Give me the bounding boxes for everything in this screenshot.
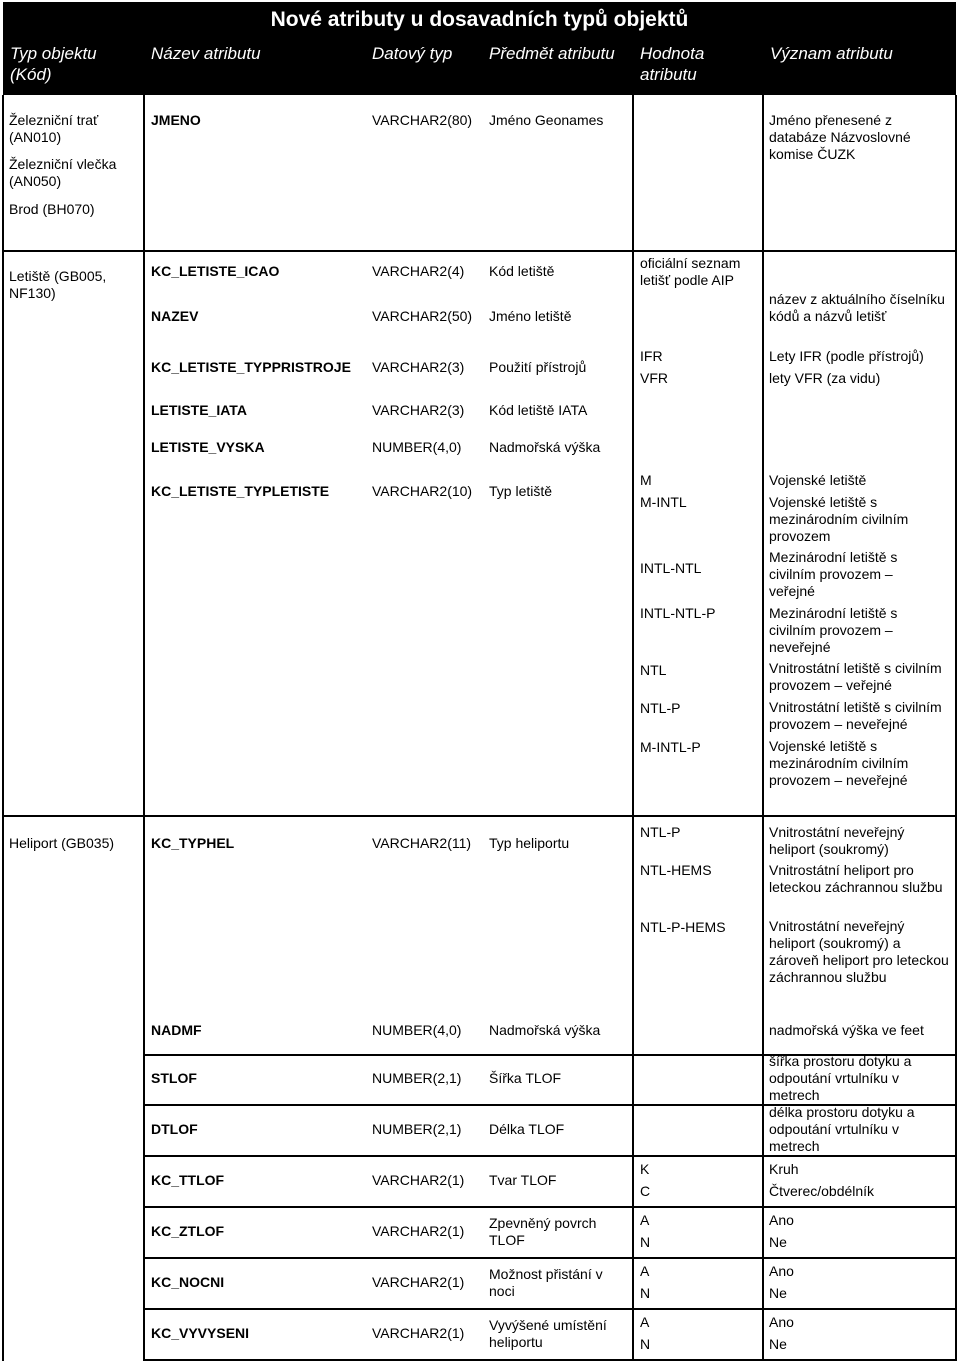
attribute-value: K — [640, 1161, 650, 1177]
group-divider — [2, 250, 957, 252]
attribute-value: N — [640, 1234, 651, 1250]
attribute-meaning: Vnitrostátní neveřejný heliport (soukromý) — [769, 824, 905, 857]
attribute-meaning: Ne — [769, 1336, 787, 1352]
attribute-meaning: nadmořská výška ve feet — [769, 1022, 924, 1038]
attribute-value: IFR — [640, 348, 663, 364]
attribute-meaning: název z aktuálního číselníku kódů a názvů letišť — [769, 291, 945, 324]
attribute-subject: Kód letiště — [489, 263, 555, 279]
attribute-subject: Tvar TLOF — [489, 1172, 557, 1188]
object-type: Železniční vlečka (AN050) — [9, 156, 117, 189]
attribute-value: M-INTL-P — [640, 739, 701, 755]
column-divider — [143, 95, 145, 1361]
attribute-meaning: Lety IFR (podle přístrojů) — [769, 348, 924, 364]
data-type: VARCHAR2(1) — [372, 1172, 465, 1188]
attribute-meaning: Vojenské letiště — [769, 472, 867, 488]
object-type: Heliport (GB035) — [9, 835, 115, 851]
attribute-name: NAZEV — [151, 308, 199, 324]
data-type: VARCHAR2(80) — [372, 112, 473, 128]
column-divider — [762, 95, 764, 1361]
attribute-meaning: Kruh — [769, 1161, 799, 1177]
table-title: Nové atributy u dosavadních typů objektů — [270, 8, 689, 31]
data-type: NUMBER(2,1) — [372, 1121, 462, 1137]
header-attribute-value: Hodnota atributu — [640, 44, 705, 84]
attribute-name: KC_TTLOF — [151, 1172, 225, 1188]
attribute-subject: Jméno letiště — [489, 308, 572, 324]
data-type: VARCHAR2(1) — [372, 1274, 465, 1290]
data-type: VARCHAR2(1) — [372, 1223, 465, 1239]
object-type: Brod (BH070) — [9, 201, 95, 217]
attribute-subject: Kód letiště IATA — [489, 402, 588, 418]
attribute-meaning: Vojenské letiště s mezinárodním civilním provozem — [769, 494, 909, 544]
attribute-subject: Šířka TLOF — [489, 1070, 562, 1086]
header-data-type: Datový typ — [372, 44, 453, 63]
data-type: NUMBER(2,1) — [372, 1070, 462, 1086]
attribute-meaning: Mezinárodní letiště s civilním provozem – veřejné — [769, 549, 898, 599]
attribute-subject: Typ letiště — [489, 483, 553, 499]
attribute-value: A — [640, 1263, 650, 1279]
attribute-name: KC_NOCNI — [151, 1274, 225, 1290]
attribute-name: LETISTE_IATA — [151, 402, 247, 418]
table-title-band — [3, 2, 956, 40]
attribute-name: STLOF — [151, 1070, 197, 1086]
attribute-subject: Nadmořská výška — [489, 1022, 601, 1038]
data-type: VARCHAR2(10) — [372, 483, 473, 499]
attribute-meaning: Ano — [769, 1314, 794, 1330]
data-type: VARCHAR2(50) — [372, 308, 473, 324]
header-attribute-meaning: Význam atributu — [770, 44, 893, 63]
attribute-subject: Délka TLOF — [489, 1121, 565, 1137]
attribute-meaning: šířka prostoru dotyku a odpoutání vrtulníku v metrech — [769, 1053, 912, 1103]
attribute-value: M-INTL — [640, 494, 687, 510]
attribute-meaning: Mezinárodní letiště s civilním provozem – neveřejné — [769, 605, 898, 655]
data-type: NUMBER(4,0) — [372, 1022, 462, 1038]
attribute-value: INTL-NTL-P — [640, 605, 716, 621]
attribute-value: A — [640, 1212, 650, 1228]
table-border-left — [2, 95, 4, 1361]
header-object-type: Typ objektu (Kód) — [10, 44, 97, 84]
data-type: NUMBER(4,0) — [372, 439, 462, 455]
table-border-right — [955, 95, 957, 1361]
attribute-meaning: Vnitrostátní heliport pro leteckou záchrannou službu — [769, 862, 943, 895]
attribute-name: KC_LETISTE_TYPPRISTROJE — [151, 359, 351, 375]
data-type: VARCHAR2(3) — [372, 402, 465, 418]
attribute-name: KC_LETISTE_TYPLETISTE — [151, 483, 330, 499]
attribute-value: INTL-NTL — [640, 560, 702, 576]
attribute-subject: Vyvýšené umístění heliportu — [489, 1317, 607, 1350]
attribute-meaning: Ano — [769, 1263, 794, 1279]
attribute-value: NTL-HEMS — [640, 862, 712, 878]
attribute-meaning: Ne — [769, 1234, 787, 1250]
table-header-row — [3, 40, 956, 95]
column-divider — [632, 95, 634, 1361]
data-type: VARCHAR2(1) — [372, 1325, 465, 1341]
attribute-value: N — [640, 1336, 651, 1352]
attribute-value: VFR — [640, 370, 668, 386]
attribute-subject: Jméno Geonames — [489, 112, 604, 128]
attribute-subject: Možnost přistání v noci — [489, 1266, 603, 1299]
object-type: Letiště (GB005, NF130) — [9, 268, 107, 301]
attribute-meaning: Vnitrostátní neveřejný heliport (soukromý) a zároveň heliport pro leteckou záchrannou službu — [769, 918, 949, 985]
data-type: VARCHAR2(11) — [372, 835, 472, 851]
attribute-value: A — [640, 1314, 650, 1330]
attribute-value: C — [640, 1183, 651, 1199]
attribute-value: NTL — [640, 662, 667, 678]
attribute-name: KC_ZTLOF — [151, 1223, 225, 1239]
header-attribute-subject: Předmět atributu — [489, 44, 615, 63]
attribute-name: KC_TYPHEL — [151, 835, 235, 851]
attribute-meaning: Vnitrostátní letiště s civilním provozem – veřejné — [769, 660, 942, 693]
data-type: VARCHAR2(3) — [372, 359, 465, 375]
attribute-name: JMENO — [151, 112, 201, 128]
attribute-value: oficiální seznam letišť podle AIP — [640, 255, 741, 288]
row-divider — [143, 1155, 957, 1157]
attribute-meaning: Čtverec/obdélník — [769, 1183, 875, 1199]
attribute-meaning: lety VFR (za vidu) — [769, 370, 881, 386]
attribute-value: M — [640, 472, 652, 488]
attribute-name: LETISTE_VYSKA — [151, 439, 265, 455]
attribute-value: NTL-P — [640, 700, 681, 716]
attribute-meaning: délka prostoru dotyku a odpoutání vrtulníku v metrech — [769, 1104, 915, 1154]
attribute-meaning: Vnitrostátní letiště s civilním provozem – neveřejné — [769, 699, 942, 732]
group-divider — [2, 815, 957, 817]
row-divider — [143, 1206, 957, 1208]
attribute-name: KC_VYVYSENI — [151, 1325, 250, 1341]
row-divider — [143, 1257, 957, 1259]
attribute-name: KC_LETISTE_ICAO — [151, 263, 280, 279]
object-type: Železniční trať (AN010) — [9, 112, 99, 145]
row-divider — [143, 1308, 957, 1310]
header-attribute-name: Název atributu — [151, 44, 261, 63]
attribute-subject: Použití přístrojů — [489, 359, 587, 375]
attribute-meaning: Ne — [769, 1285, 787, 1301]
attribute-name: DTLOF — [151, 1121, 198, 1137]
attribute-meaning: Ano — [769, 1212, 794, 1228]
attribute-value: NTL-P — [640, 824, 681, 840]
attribute-subject: Typ heliportu — [489, 835, 570, 851]
attribute-value: NTL-P-HEMS — [640, 919, 726, 935]
attribute-value: N — [640, 1285, 651, 1301]
attribute-name: NADMF — [151, 1022, 202, 1038]
attribute-subject: Zpevněný povrch TLOF — [489, 1215, 597, 1248]
attribute-subject: Nadmořská výška — [489, 439, 601, 455]
data-type: VARCHAR2(4) — [372, 263, 465, 279]
attribute-meaning: Jméno přenesené z databáze Názvoslovné komise ČUZK — [769, 112, 911, 162]
attribute-meaning: Vojenské letiště s mezinárodním civilním provozem – neveřejné — [769, 738, 909, 788]
